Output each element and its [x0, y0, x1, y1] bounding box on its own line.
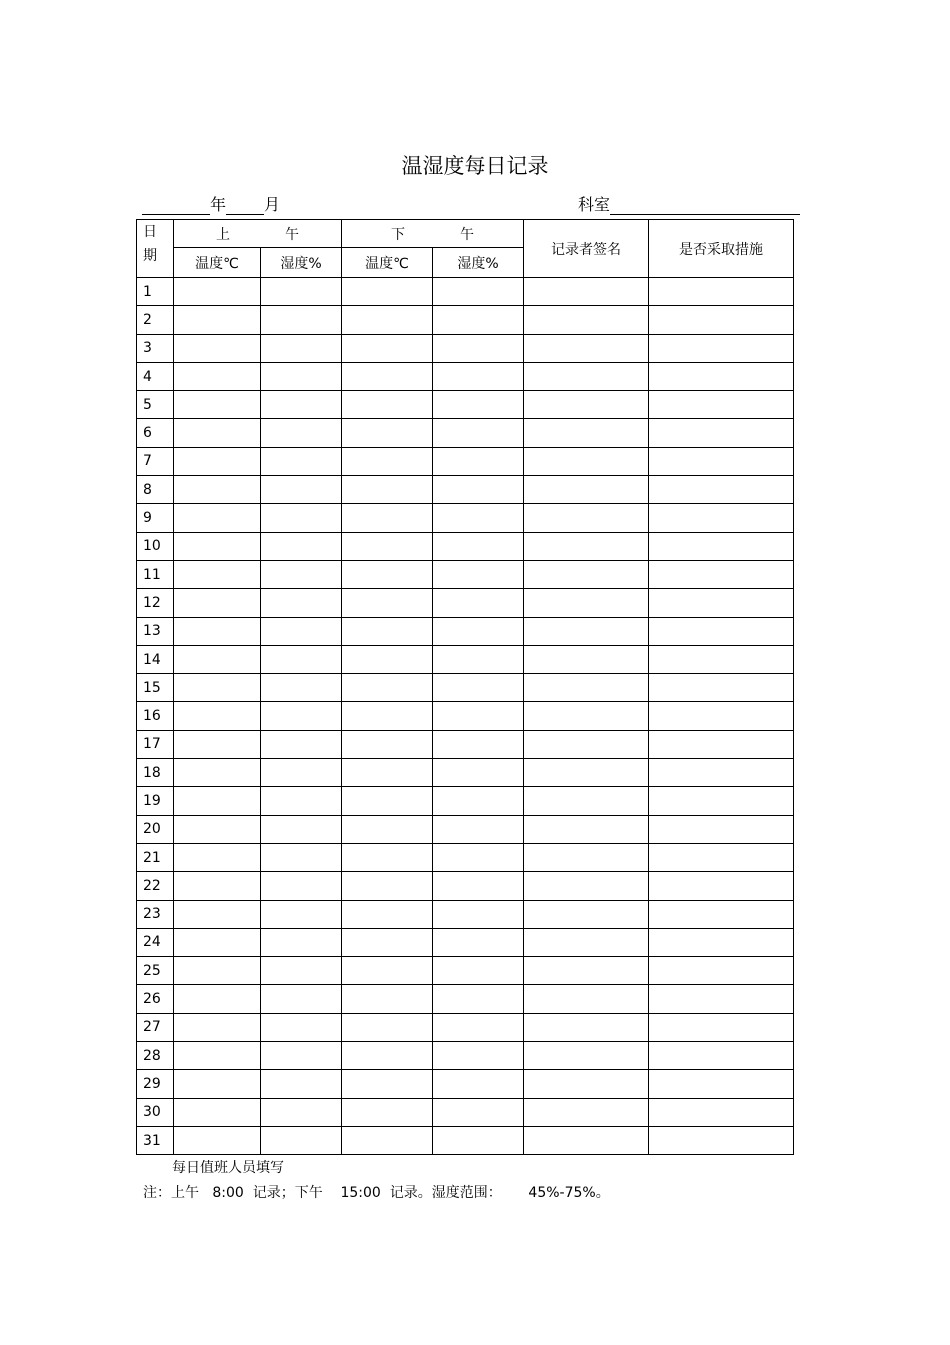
table-body	[137, 278, 794, 1155]
table-row	[137, 306, 794, 334]
measures-cell[interactable]	[649, 759, 794, 787]
day-number: 9	[137, 504, 174, 532]
pm-temperature-cell[interactable]	[342, 278, 433, 306]
measures-cell[interactable]	[649, 362, 794, 390]
day-number: 15	[137, 674, 174, 702]
date-header-char-2: 期	[143, 248, 157, 264]
am-humidity-cell[interactable]	[261, 1126, 342, 1154]
am-temperature-cell[interactable]	[174, 900, 261, 928]
am-humidity-cell[interactable]	[261, 759, 342, 787]
table-row	[137, 872, 794, 900]
pm-humidity-cell[interactable]	[433, 532, 524, 560]
pm-temperature-cell[interactable]	[342, 674, 433, 702]
day-number: 22	[137, 872, 174, 900]
measures-cell[interactable]	[649, 476, 794, 504]
footer-note-duty: 每日值班人员填写	[172, 1160, 284, 1176]
signer-cell[interactable]	[524, 617, 649, 645]
pm-temperature-cell[interactable]	[342, 759, 433, 787]
am-temperature-cell[interactable]	[174, 1013, 261, 1041]
table-row	[137, 1126, 794, 1154]
am-temperature-cell[interactable]	[174, 476, 261, 504]
signer-cell[interactable]	[524, 1070, 649, 1098]
measures-cell[interactable]	[649, 334, 794, 362]
pm-humidity-cell[interactable]	[433, 278, 524, 306]
am-humidity-cell[interactable]	[261, 391, 342, 419]
am-humidity-cell[interactable]	[261, 1042, 342, 1070]
table-row	[137, 1098, 794, 1126]
pm-temperature-cell[interactable]	[342, 589, 433, 617]
day-number: 27	[137, 1013, 174, 1041]
table-row	[137, 391, 794, 419]
signer-cell[interactable]	[524, 306, 649, 334]
table-row	[137, 532, 794, 560]
day-number: 24	[137, 928, 174, 956]
measures-cell[interactable]	[649, 1013, 794, 1041]
table-row	[137, 560, 794, 588]
pm-temperature-cell[interactable]	[342, 730, 433, 758]
department-blank[interactable]	[610, 196, 800, 215]
signer-cell[interactable]	[524, 560, 649, 588]
day-number: 1	[137, 278, 174, 306]
pm-temperature-cell[interactable]	[342, 787, 433, 815]
pm-temperature-cell[interactable]	[342, 815, 433, 843]
am-humidity-cell[interactable]	[261, 447, 342, 475]
day-number: 21	[137, 843, 174, 871]
am-humidity-cell[interactable]	[261, 476, 342, 504]
am-temperature-cell[interactable]	[174, 532, 261, 560]
am-humidity-header: 湿度%	[261, 248, 342, 278]
pm-humidity-cell[interactable]	[433, 306, 524, 334]
signer-cell[interactable]	[524, 362, 649, 390]
table-row	[137, 900, 794, 928]
am-temperature-cell[interactable]	[174, 985, 261, 1013]
am-humidity-cell[interactable]	[261, 1070, 342, 1098]
pm-humidity-cell[interactable]	[433, 1098, 524, 1126]
am-humidity-cell[interactable]	[261, 985, 342, 1013]
am-temperature-cell[interactable]	[174, 447, 261, 475]
pm-humidity-cell[interactable]	[433, 900, 524, 928]
am-humidity-cell[interactable]	[261, 928, 342, 956]
table-row	[137, 730, 794, 758]
table-row	[137, 957, 794, 985]
page-title: 温湿度每日记录	[401, 154, 549, 178]
am-humidity-cell[interactable]	[261, 872, 342, 900]
table-row	[137, 674, 794, 702]
year-label: 年	[210, 195, 227, 214]
pm-humidity-cell[interactable]	[433, 419, 524, 447]
pm-humidity-cell[interactable]	[433, 617, 524, 645]
signer-cell[interactable]	[524, 391, 649, 419]
day-number: 4	[137, 362, 174, 390]
pm-humidity-cell[interactable]	[433, 334, 524, 362]
pm-humidity-cell[interactable]	[433, 391, 524, 419]
am-humidity-cell[interactable]	[261, 532, 342, 560]
table-row	[137, 447, 794, 475]
am-temperature-cell[interactable]	[174, 957, 261, 985]
date-header-char-1: 日	[143, 224, 157, 240]
table-row	[137, 928, 794, 956]
am-temperature-cell[interactable]	[174, 645, 261, 673]
am-temperature-cell[interactable]	[174, 843, 261, 871]
pm-temperature-cell[interactable]	[342, 476, 433, 504]
am-humidity-cell[interactable]	[261, 730, 342, 758]
pm-temperature-cell[interactable]	[342, 362, 433, 390]
morning-header	[174, 220, 342, 248]
day-number: 16	[137, 702, 174, 730]
day-number: 20	[137, 815, 174, 843]
table-row	[137, 362, 794, 390]
date-line	[142, 192, 280, 215]
measures-cell[interactable]	[649, 843, 794, 871]
signer-cell[interactable]	[524, 928, 649, 956]
day-number: 30	[137, 1098, 174, 1126]
pm-temperature-cell[interactable]	[342, 306, 433, 334]
measures-cell[interactable]	[649, 278, 794, 306]
measures-cell[interactable]	[649, 560, 794, 588]
pm-temperature-cell[interactable]	[342, 843, 433, 871]
am-humidity-cell[interactable]	[261, 957, 342, 985]
date-header	[137, 220, 174, 278]
am-humidity-cell[interactable]	[261, 504, 342, 532]
day-number: 10	[137, 532, 174, 560]
table-row	[137, 504, 794, 532]
afternoon-char-1: 下	[391, 226, 406, 243]
day-number: 31	[137, 1126, 174, 1154]
measures-cell[interactable]	[649, 419, 794, 447]
pm-humidity-cell[interactable]	[433, 589, 524, 617]
pm-humidity-cell[interactable]	[433, 560, 524, 588]
measures-cell[interactable]	[649, 645, 794, 673]
pm-humidity-cell[interactable]	[433, 815, 524, 843]
am-humidity-cell[interactable]	[261, 843, 342, 871]
am-temperature-cell[interactable]	[174, 815, 261, 843]
day-number: 8	[137, 476, 174, 504]
signer-cell[interactable]	[524, 787, 649, 815]
measures-cell[interactable]	[649, 787, 794, 815]
pm-humidity-cell[interactable]	[433, 787, 524, 815]
measures-header: 是否采取措施	[649, 220, 794, 278]
table-row	[137, 476, 794, 504]
measures-cell[interactable]	[649, 532, 794, 560]
pm-temperature-cell[interactable]	[342, 702, 433, 730]
pm-humidity-cell[interactable]	[433, 362, 524, 390]
signer-cell[interactable]	[524, 419, 649, 447]
pm-temperature-cell[interactable]	[342, 1098, 433, 1126]
table-row	[137, 589, 794, 617]
am-temperature-cell[interactable]	[174, 702, 261, 730]
pm-humidity-cell[interactable]	[433, 730, 524, 758]
table-row	[137, 702, 794, 730]
table-row	[137, 419, 794, 447]
measures-cell[interactable]	[649, 391, 794, 419]
am-temperature-cell[interactable]	[174, 589, 261, 617]
morning-char-1: 上	[216, 226, 231, 243]
am-humidity-cell[interactable]	[261, 306, 342, 334]
signer-cell[interactable]	[524, 1098, 649, 1126]
pm-temperature-cell[interactable]	[342, 419, 433, 447]
am-temperature-cell[interactable]	[174, 674, 261, 702]
am-humidity-cell[interactable]	[261, 815, 342, 843]
am-humidity-cell[interactable]	[261, 278, 342, 306]
signer-cell[interactable]	[524, 900, 649, 928]
measures-cell[interactable]	[649, 674, 794, 702]
pm-temperature-cell[interactable]	[342, 1126, 433, 1154]
signer-cell[interactable]	[524, 872, 649, 900]
table-row	[137, 278, 794, 306]
am-humidity-cell[interactable]	[261, 419, 342, 447]
measures-cell[interactable]	[649, 306, 794, 334]
day-number: 13	[137, 617, 174, 645]
measures-cell[interactable]	[649, 1126, 794, 1154]
am-humidity-cell[interactable]	[261, 362, 342, 390]
pm-temperature-cell[interactable]	[342, 334, 433, 362]
am-humidity-cell[interactable]	[261, 560, 342, 588]
signer-cell[interactable]	[524, 1126, 649, 1154]
pm-humidity-cell[interactable]	[433, 1126, 524, 1154]
am-temperature-cell[interactable]	[174, 617, 261, 645]
pm-humidity-cell[interactable]	[433, 476, 524, 504]
morning-char-2: 午	[284, 226, 299, 243]
day-number: 12	[137, 589, 174, 617]
pm-humidity-cell[interactable]	[433, 759, 524, 787]
measures-cell[interactable]	[649, 815, 794, 843]
signer-cell[interactable]	[524, 759, 649, 787]
pm-temperature-cell[interactable]	[342, 447, 433, 475]
table-row	[137, 1013, 794, 1041]
am-humidity-cell[interactable]	[261, 617, 342, 645]
signer-cell[interactable]	[524, 985, 649, 1013]
pm-humidity-cell[interactable]	[433, 645, 524, 673]
day-number: 29	[137, 1070, 174, 1098]
month-label: 月	[264, 195, 281, 214]
pm-temperature-cell[interactable]	[342, 1013, 433, 1041]
table-row	[137, 787, 794, 815]
signer-cell[interactable]	[524, 957, 649, 985]
table-row	[137, 617, 794, 645]
signer-cell[interactable]	[524, 815, 649, 843]
department-line	[578, 192, 800, 215]
am-temperature-cell[interactable]	[174, 334, 261, 362]
table-row	[137, 815, 794, 843]
measures-cell[interactable]	[649, 1098, 794, 1126]
table-row	[137, 1042, 794, 1070]
day-number: 18	[137, 759, 174, 787]
am-humidity-cell[interactable]	[261, 589, 342, 617]
day-number: 26	[137, 985, 174, 1013]
day-number: 11	[137, 560, 174, 588]
am-temperature-cell[interactable]	[174, 1042, 261, 1070]
pm-humidity-cell[interactable]	[433, 872, 524, 900]
am-temperature-cell[interactable]	[174, 928, 261, 956]
pm-humidity-cell[interactable]	[433, 1070, 524, 1098]
measures-cell[interactable]	[649, 872, 794, 900]
pm-temperature-cell[interactable]	[342, 957, 433, 985]
day-number: 5	[137, 391, 174, 419]
year-blank[interactable]	[142, 196, 210, 215]
am-temperature-cell[interactable]	[174, 759, 261, 787]
am-temperature-cell[interactable]	[174, 1126, 261, 1154]
measures-cell[interactable]	[649, 1070, 794, 1098]
pm-humidity-cell[interactable]	[433, 447, 524, 475]
signer-cell[interactable]	[524, 1042, 649, 1070]
am-humidity-cell[interactable]	[261, 787, 342, 815]
am-humidity-cell[interactable]	[261, 674, 342, 702]
am-temperature-cell[interactable]	[174, 1098, 261, 1126]
department-label: 科室	[578, 195, 611, 214]
am-humidity-cell[interactable]	[261, 702, 342, 730]
measures-cell[interactable]	[649, 730, 794, 758]
signer-cell[interactable]	[524, 730, 649, 758]
day-number: 6	[137, 419, 174, 447]
am-temperature-cell[interactable]	[174, 1070, 261, 1098]
measures-cell[interactable]	[649, 957, 794, 985]
measures-cell[interactable]	[649, 589, 794, 617]
signer-cell[interactable]	[524, 476, 649, 504]
measures-cell[interactable]	[649, 900, 794, 928]
measures-cell[interactable]	[649, 504, 794, 532]
signer-cell[interactable]	[524, 674, 649, 702]
table-row	[137, 985, 794, 1013]
am-temperature-cell[interactable]	[174, 419, 261, 447]
table-row	[137, 645, 794, 673]
pm-temperature-header: 温度℃	[342, 248, 433, 278]
pm-temperature-cell[interactable]	[342, 872, 433, 900]
afternoon-char-2: 午	[459, 226, 474, 243]
pm-temperature-cell[interactable]	[342, 532, 433, 560]
day-number: 25	[137, 957, 174, 985]
day-number: 28	[137, 1042, 174, 1070]
pm-temperature-cell[interactable]	[342, 617, 433, 645]
pm-temperature-cell[interactable]	[342, 928, 433, 956]
signer-cell[interactable]	[524, 1013, 649, 1041]
day-number: 14	[137, 645, 174, 673]
footer-note-schedule: 注：上午 8:00 记录；下午 15:00 记录。湿度范围： 45%-75%。	[143, 1185, 610, 1201]
measures-cell[interactable]	[649, 1042, 794, 1070]
am-temperature-cell[interactable]	[174, 391, 261, 419]
pm-humidity-cell[interactable]	[433, 985, 524, 1013]
pm-temperature-cell[interactable]	[342, 391, 433, 419]
pm-humidity-cell[interactable]	[433, 928, 524, 956]
signer-cell[interactable]	[524, 504, 649, 532]
signer-cell[interactable]	[524, 447, 649, 475]
signer-cell[interactable]	[524, 645, 649, 673]
pm-humidity-cell[interactable]	[433, 702, 524, 730]
pm-humidity-cell[interactable]	[433, 843, 524, 871]
table-row	[137, 1070, 794, 1098]
am-humidity-cell[interactable]	[261, 1013, 342, 1041]
table-row	[137, 759, 794, 787]
signer-cell[interactable]	[524, 843, 649, 871]
am-temperature-cell[interactable]	[174, 560, 261, 588]
afternoon-header	[342, 220, 524, 248]
pm-temperature-cell[interactable]	[342, 1042, 433, 1070]
signer-cell[interactable]	[524, 589, 649, 617]
pm-temperature-cell[interactable]	[342, 900, 433, 928]
pm-temperature-cell[interactable]	[342, 560, 433, 588]
day-number: 23	[137, 900, 174, 928]
signer-header: 记录者签名	[524, 220, 649, 278]
day-number: 2	[137, 306, 174, 334]
am-temperature-cell[interactable]	[174, 504, 261, 532]
measures-cell[interactable]	[649, 617, 794, 645]
table-row	[137, 334, 794, 362]
day-number: 17	[137, 730, 174, 758]
pm-temperature-cell[interactable]	[342, 645, 433, 673]
pm-humidity-cell[interactable]	[433, 504, 524, 532]
pm-temperature-cell[interactable]	[342, 504, 433, 532]
pm-humidity-cell[interactable]	[433, 1042, 524, 1070]
am-humidity-cell[interactable]	[261, 1098, 342, 1126]
pm-humidity-header: 湿度%	[433, 248, 524, 278]
am-temperature-cell[interactable]	[174, 362, 261, 390]
measures-cell[interactable]	[649, 985, 794, 1013]
am-humidity-cell[interactable]	[261, 900, 342, 928]
signer-cell[interactable]	[524, 532, 649, 560]
am-temperature-cell[interactable]	[174, 787, 261, 815]
pm-temperature-cell[interactable]	[342, 985, 433, 1013]
measures-cell[interactable]	[649, 447, 794, 475]
am-temperature-cell[interactable]	[174, 278, 261, 306]
am-temperature-header: 温度℃	[174, 248, 261, 278]
signer-cell[interactable]	[524, 278, 649, 306]
record-table	[136, 219, 794, 1155]
header-row-1	[137, 220, 794, 248]
month-blank[interactable]	[226, 196, 264, 215]
pm-humidity-cell[interactable]	[433, 1013, 524, 1041]
signer-cell[interactable]	[524, 334, 649, 362]
measures-cell[interactable]	[649, 928, 794, 956]
signer-cell[interactable]	[524, 702, 649, 730]
day-number: 7	[137, 447, 174, 475]
am-temperature-cell[interactable]	[174, 872, 261, 900]
pm-humidity-cell[interactable]	[433, 674, 524, 702]
am-temperature-cell[interactable]	[174, 306, 261, 334]
day-number: 19	[137, 787, 174, 815]
day-number: 3	[137, 334, 174, 362]
table-row	[137, 843, 794, 871]
pm-temperature-cell[interactable]	[342, 1070, 433, 1098]
am-humidity-cell[interactable]	[261, 645, 342, 673]
pm-humidity-cell[interactable]	[433, 957, 524, 985]
am-temperature-cell[interactable]	[174, 730, 261, 758]
measures-cell[interactable]	[649, 702, 794, 730]
am-humidity-cell[interactable]	[261, 334, 342, 362]
